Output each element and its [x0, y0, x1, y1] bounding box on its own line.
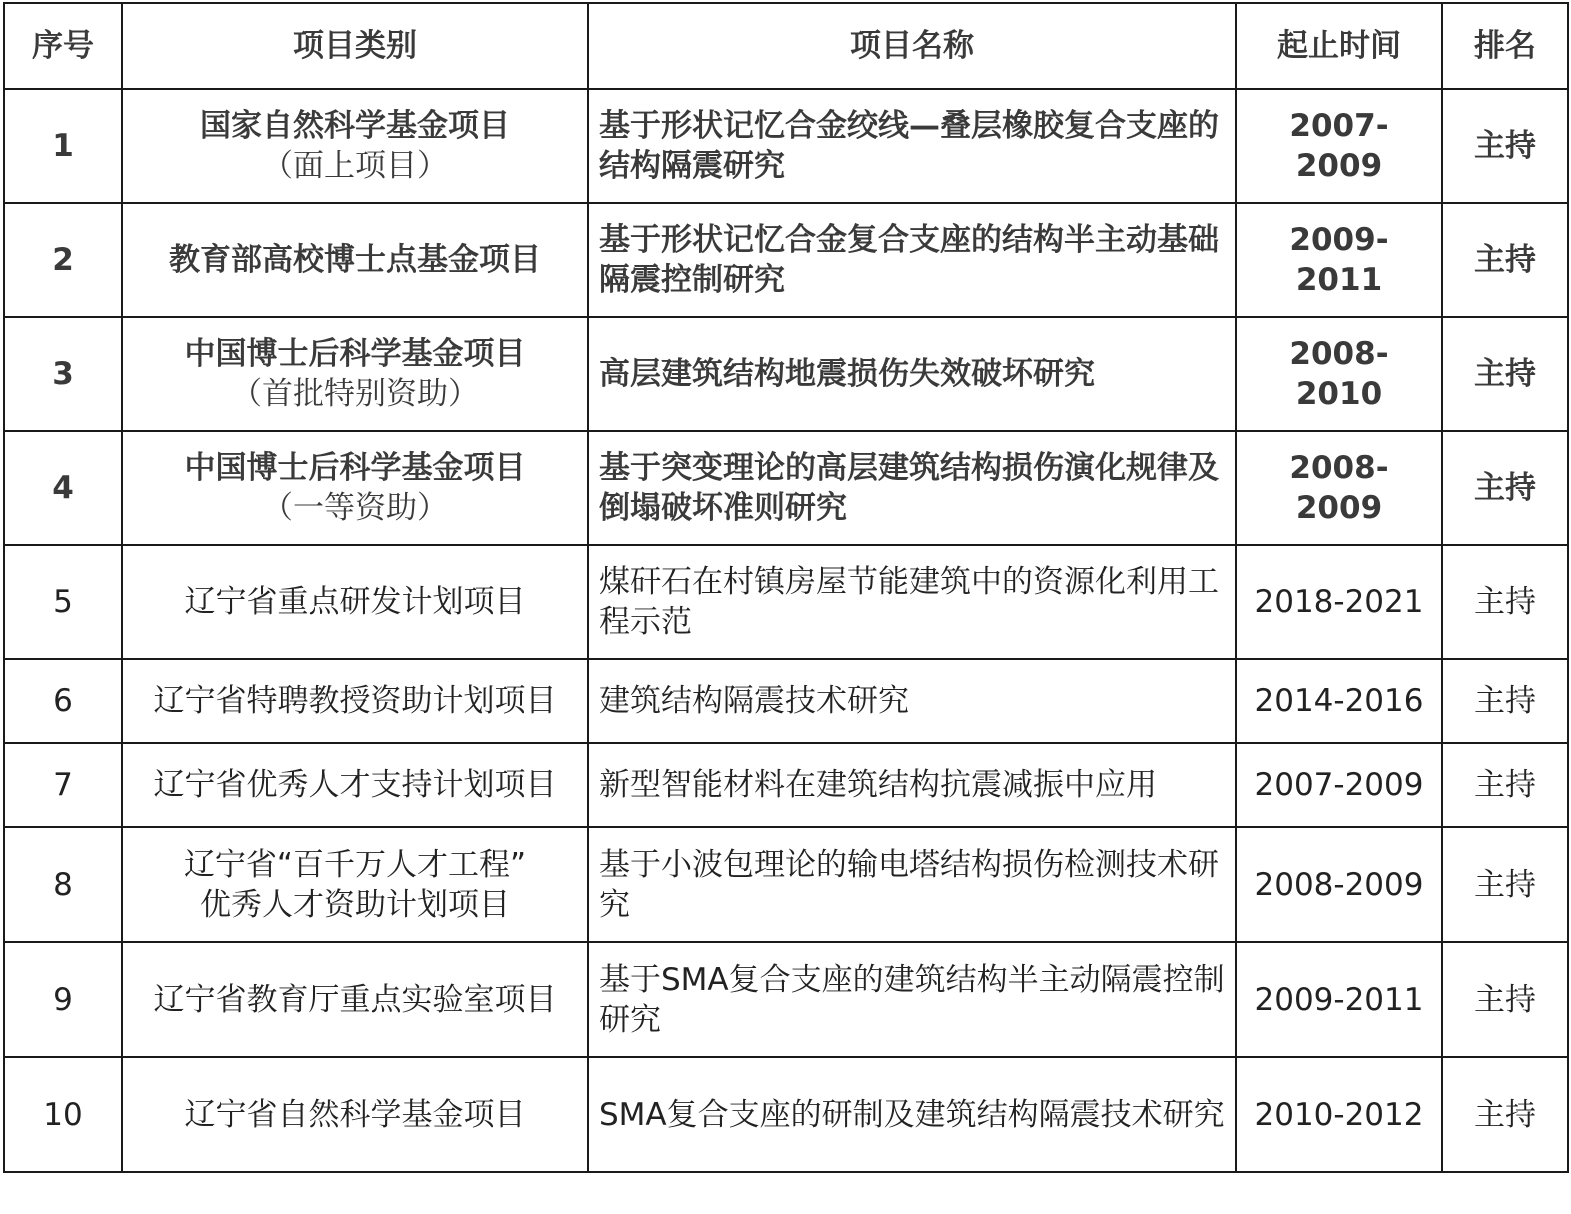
category-note: 优秀人才资助计划项目 — [200, 886, 510, 923]
row-no: 1 — [4, 89, 122, 203]
header-no: 序号 — [4, 3, 122, 89]
row-category — [122, 545, 588, 659]
row-role: 主持 — [1442, 545, 1568, 659]
row-category — [122, 659, 588, 743]
table-row — [4, 317, 1568, 431]
table-row — [4, 89, 1568, 203]
row-project-name: 基于形状记忆合金复合支座的结构半主动基础隔震控制研究 — [588, 203, 1236, 317]
row-role: 主持 — [1442, 317, 1568, 431]
row-role: 主持 — [1442, 1057, 1568, 1172]
row-no: 5 — [4, 545, 122, 659]
row-project-name: 基于突变理论的高层建筑结构损伤演化规律及倒塌破坏准则研究 — [588, 431, 1236, 545]
row-period: 2008-2009 — [1236, 431, 1442, 545]
category-note: （一等资助） — [262, 490, 448, 526]
row-no: 9 — [4, 942, 122, 1057]
category-main: 辽宁省特聘教授资助计划项目 — [153, 683, 557, 719]
row-project-name: 基于SMA复合支座的建筑结构半主动隔震控制研究 — [588, 942, 1236, 1057]
header-period: 起止时间 — [1236, 3, 1442, 89]
row-period: 2009-2011 — [1236, 942, 1442, 1057]
table-row — [4, 942, 1568, 1057]
row-role: 主持 — [1442, 659, 1568, 743]
table-row — [4, 743, 1568, 827]
row-role: 主持 — [1442, 203, 1568, 317]
header-row — [4, 3, 1568, 89]
row-project-name: 建筑结构隔震技术研究 — [588, 659, 1236, 743]
row-period: 2008-2010 — [1236, 317, 1442, 431]
row-role: 主持 — [1442, 431, 1568, 545]
row-period: 2008-2009 — [1236, 827, 1442, 942]
row-no: 8 — [4, 827, 122, 942]
row-category — [122, 89, 588, 203]
category-main: 教育部高校博士点基金项目 — [169, 242, 541, 278]
category-main: 辽宁省“百千万人才工程” — [183, 846, 527, 883]
table-row — [4, 1057, 1568, 1172]
category-main: 国家自然科学基金项目 — [200, 108, 510, 144]
row-no: 2 — [4, 203, 122, 317]
table-row — [4, 659, 1568, 743]
row-no: 4 — [4, 431, 122, 545]
category-note: （首批特别资助） — [231, 376, 479, 412]
row-no: 10 — [4, 1057, 122, 1172]
row-project-name: 高层建筑结构地震损伤失效破坏研究 — [588, 317, 1236, 431]
row-category — [122, 1057, 588, 1172]
table-row — [4, 203, 1568, 317]
header-category: 项目类别 — [122, 3, 588, 89]
projects-table — [3, 2, 1569, 1173]
row-category — [122, 942, 588, 1057]
row-project-name: SMA复合支座的研制及建筑结构隔震技术研究 — [588, 1057, 1236, 1172]
row-project-name: 基于形状记忆合金绞线—叠层橡胶复合支座的结构隔震研究 — [588, 89, 1236, 203]
category-note: （面上项目） — [262, 148, 448, 184]
category-main: 中国博士后科学基金项目 — [184, 450, 526, 486]
row-period: 2018-2021 — [1236, 545, 1442, 659]
table-row — [4, 431, 1568, 545]
category-main: 辽宁省教育厅重点实验室项目 — [153, 981, 557, 1018]
table-row — [4, 545, 1568, 659]
row-role: 主持 — [1442, 827, 1568, 942]
header-name: 项目名称 — [588, 3, 1236, 89]
header-role: 排名 — [1442, 3, 1568, 89]
row-no: 3 — [4, 317, 122, 431]
row-project-name: 煤矸石在村镇房屋节能建筑中的资源化利用工程示范 — [588, 545, 1236, 659]
row-category — [122, 827, 588, 942]
row-role: 主持 — [1442, 743, 1568, 827]
row-category — [122, 203, 588, 317]
row-project-name: 新型智能材料在建筑结构抗震减振中应用 — [588, 743, 1236, 827]
row-project-name: 基于小波包理论的输电塔结构损伤检测技术研究 — [588, 827, 1236, 942]
category-main: 辽宁省优秀人才支持计划项目 — [153, 767, 557, 803]
row-category — [122, 431, 588, 545]
category-main: 辽宁省自然科学基金项目 — [184, 1096, 526, 1133]
row-no: 6 — [4, 659, 122, 743]
category-main: 中国博士后科学基金项目 — [184, 336, 526, 372]
row-period: 2014-2016 — [1236, 659, 1442, 743]
row-category — [122, 317, 588, 431]
category-main: 辽宁省重点研发计划项目 — [184, 584, 526, 620]
table-row — [4, 827, 1568, 942]
row-period: 2007-2009 — [1236, 89, 1442, 203]
row-no: 7 — [4, 743, 122, 827]
row-role: 主持 — [1442, 89, 1568, 203]
row-period: 2009-2011 — [1236, 203, 1442, 317]
row-category — [122, 743, 588, 827]
row-period: 2010-2012 — [1236, 1057, 1442, 1172]
row-period: 2007-2009 — [1236, 743, 1442, 827]
row-role: 主持 — [1442, 942, 1568, 1057]
